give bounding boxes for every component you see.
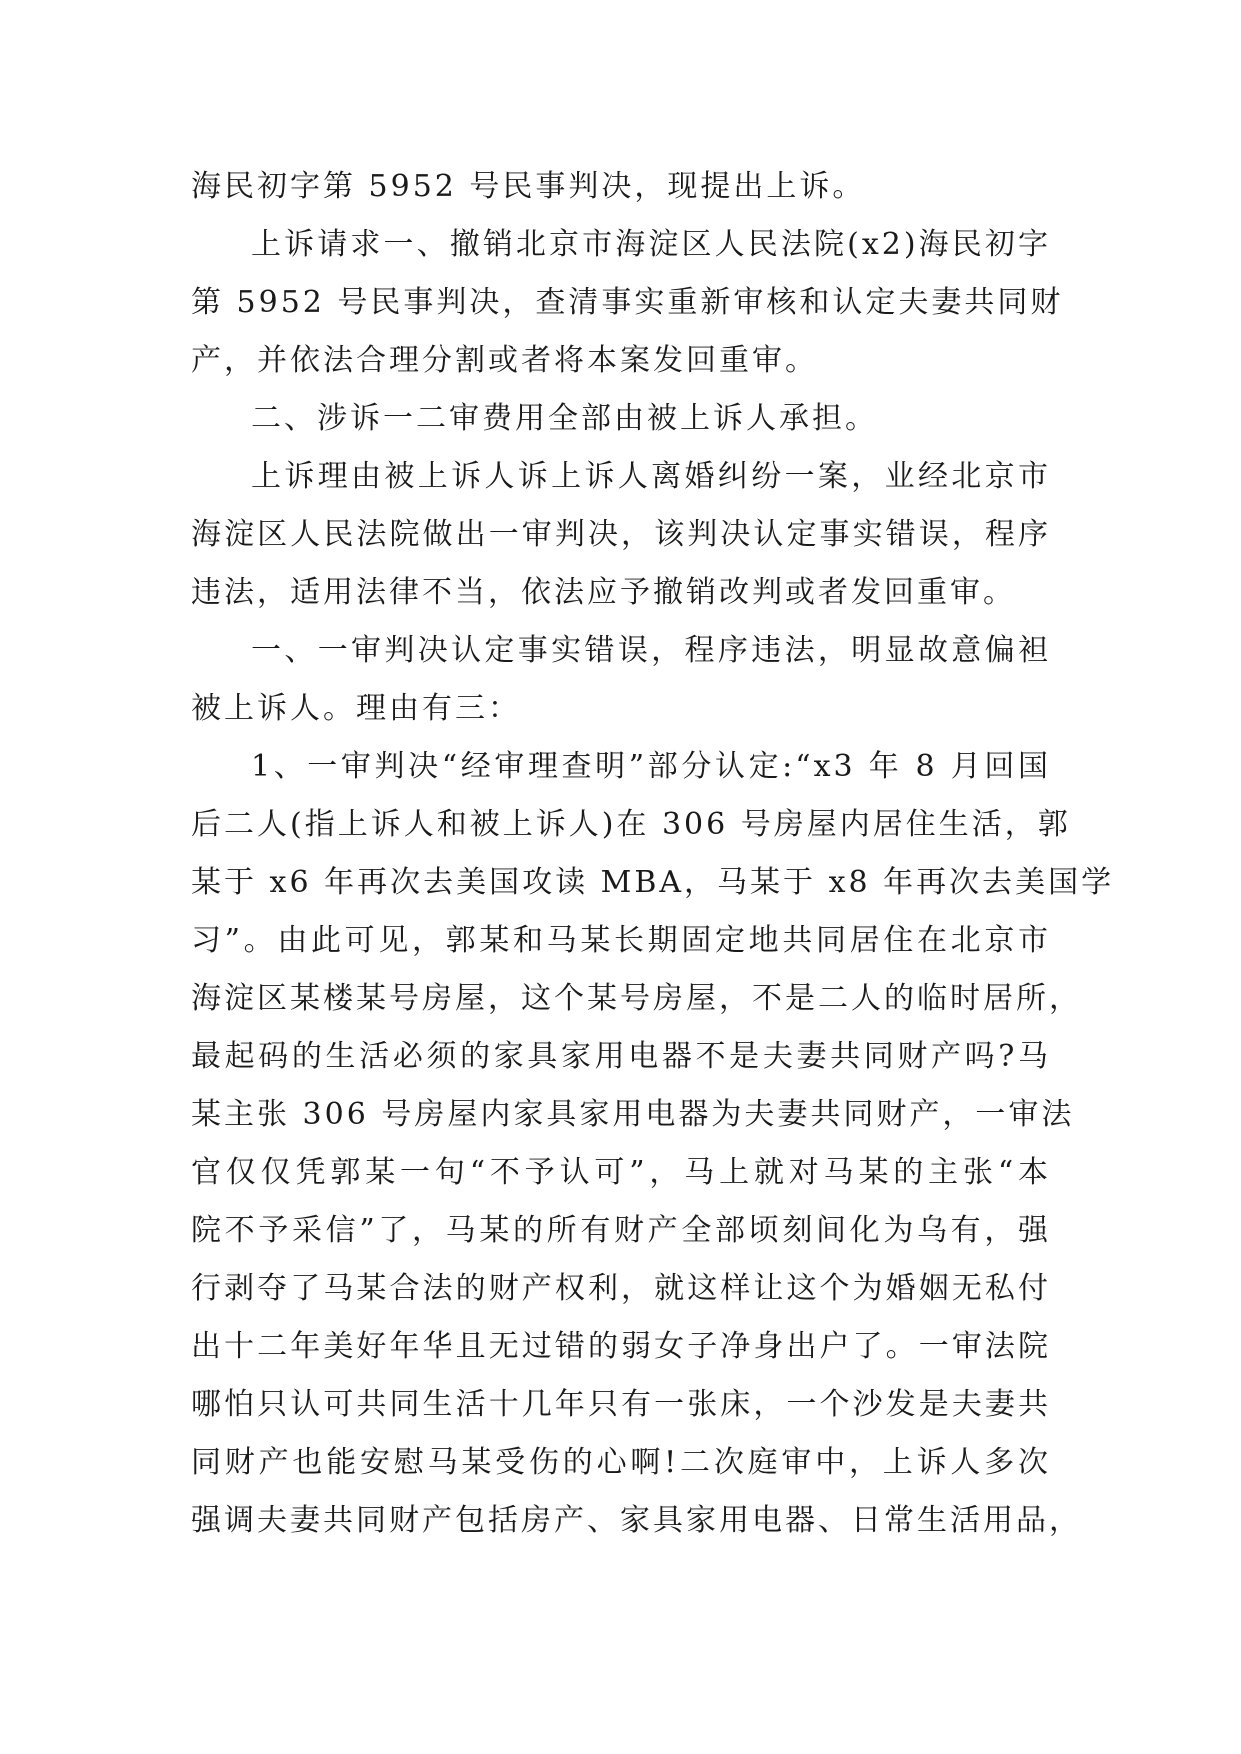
- text-line: 出十二年美好年华且无过错的弱女子净身出户了。一审法院: [191, 1329, 1051, 1364]
- text-line: 被上诉人。理由有三：: [191, 691, 521, 726]
- text-line: 院不予采信”了，马某的所有财产全部顷刻间化为乌有，强: [191, 1213, 1051, 1248]
- text-line: 海淀区人民法院做出一审判决，该判决认定事实错误，程序: [191, 517, 1051, 552]
- text-line: 最起码的生活必须的家具家用电器不是夫妻共同财产吗?马: [191, 1039, 1051, 1074]
- text-line: 二、涉诉一二审费用全部由被上诉人承担。: [251, 401, 878, 436]
- text-line: 第 5952 号民事判决，查清事实重新审核和认定夫妻共同财: [191, 285, 1064, 320]
- text-line: 后二人(指上诉人和被上诉人)在 306 号房屋内居住生活，郭: [191, 807, 1071, 842]
- text-line: 习”。由此可见，郭某和马某长期固定地共同居住在北京市: [191, 923, 1051, 958]
- text-line: 一、一审判决认定事实错误，程序违法，明显故意偏袒: [251, 633, 1051, 668]
- document-body: [191, 158, 1115, 1550]
- text-line: 海淀区某楼某号房屋，这个某号房屋，不是二人的临时居所，: [191, 981, 1082, 1016]
- text-line: 某于 x6 年再次去美国攻读 MBA，马某于 x8 年再次去美国学: [191, 865, 1115, 900]
- text-line: 某主张 306 号房屋内家具家用电器为夫妻共同财产，一审法: [191, 1097, 1075, 1132]
- text-line: 强调夫妻共同财产包括房产、家具家用电器、日常生活用品，: [191, 1503, 1082, 1538]
- text-line: 违法，适用法律不当，依法应予撤销改判或者发回重审。: [191, 575, 1016, 610]
- text-line: 产，并依法合理分割或者将本案发回重审。: [191, 343, 818, 378]
- text-line: 官仅仅凭郭某一句“不予认可”，马上就对马某的主张“本: [191, 1155, 1051, 1190]
- text-line: 海民初字第 5952 号民事判决，现提出上诉。: [191, 169, 866, 204]
- text-line: 上诉理由被上诉人诉上诉人离婚纠纷一案，业经北京市: [251, 459, 1051, 494]
- text-line: 1、一审判决“经审理查明”部分认定:“x3 年 8 月回国: [251, 749, 1051, 784]
- text-line: 行剥夺了马某合法的财产权利，就这样让这个为婚姻无私付: [191, 1271, 1051, 1306]
- text-line: 同财产也能安慰马某受伤的心啊!二次庭审中，上诉人多次: [191, 1445, 1051, 1480]
- text-line: 上诉请求一、撤销北京市海淀区人民法院(x2)海民初字: [251, 227, 1051, 262]
- text-line: 哪怕只认可共同生活十几年只有一张床，一个沙发是夫妻共: [191, 1387, 1051, 1422]
